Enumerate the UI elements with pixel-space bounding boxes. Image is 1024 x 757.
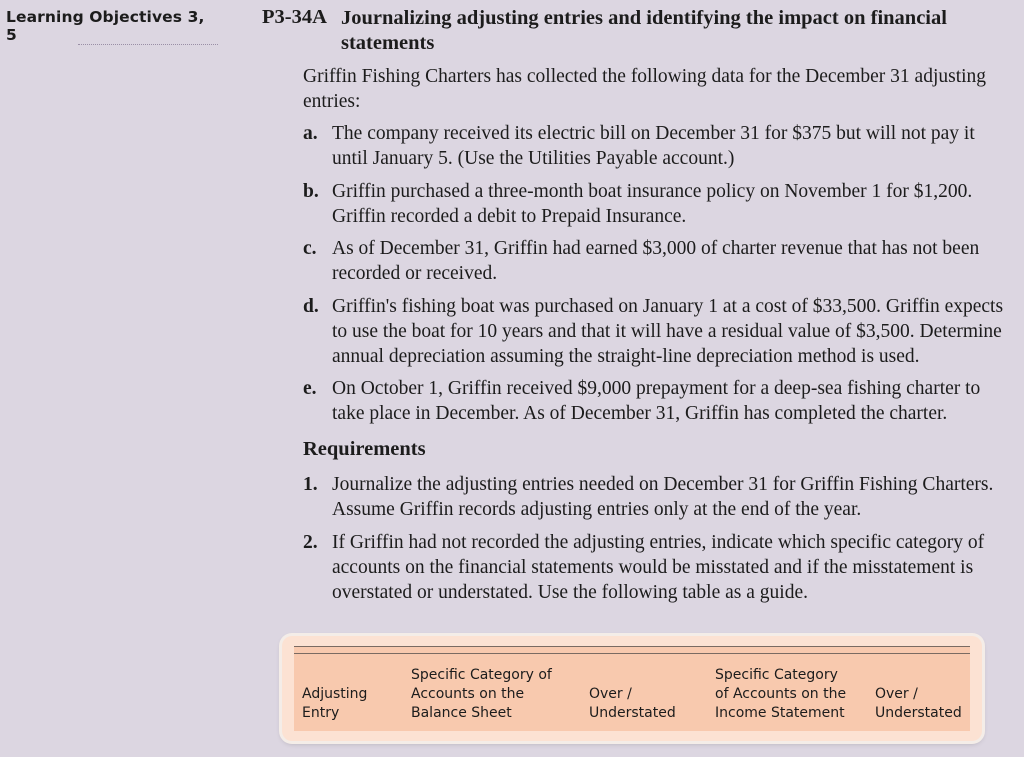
problem-title: Journalizing adjusting entries and identifying the impact on financial statements xyxy=(341,7,947,54)
header-adjusting-entry: Adjusting Entry xyxy=(302,686,368,721)
item-text: As of December 31, Griffin had earned $3,000 of charter revenue that has not been recorded or received. xyxy=(332,238,980,284)
item-label: d. xyxy=(303,296,319,317)
learning-objectives-divider xyxy=(78,44,218,45)
item-label: b. xyxy=(303,181,319,202)
adjusting-item-b xyxy=(303,179,1013,229)
guide-table xyxy=(282,636,982,741)
header-balance-sheet-over-under: Over / Understated xyxy=(589,686,676,721)
item-text: Griffin purchased a three-month boat insurance policy on November 1 for $1,200. Griffin recorded a debit to Prepaid Insurance. xyxy=(332,181,973,227)
requirement-text: Journalize the adjusting entries needed on December 31 for Griffin Fishing Charters. Assume Griffin records adjusting entries only at the end of the year. xyxy=(332,474,994,520)
header-income-statement-category: Specific Category of Accounts on the Income Statement xyxy=(715,667,847,721)
item-label: e. xyxy=(303,378,317,399)
requirements-heading: Requirements xyxy=(303,438,426,460)
adjusting-item-a xyxy=(303,121,1013,171)
item-text: The company received its electric bill on December 31 for $375 but will not pay it until January 5. (Use the Utilities Payable account.) xyxy=(332,123,975,169)
adjusting-item-e xyxy=(303,376,1013,426)
adjusting-item-c xyxy=(303,236,1013,286)
guide-table-header-row xyxy=(294,646,970,731)
item-text: On October 1, Griffin received $9,000 prepayment for a deep-sea fishing charter to take place in December. As of December 31, Griffin has completed the charter. xyxy=(332,378,981,424)
item-label: c. xyxy=(303,238,317,259)
item-text: Griffin's fishing boat was purchased on January 1 at a cost of $33,500. Griffin expects to use the boat for 10 years and that it will have a residual value of $3,500. Determine annual depreciation assuming the straight-line depreciation method is used. xyxy=(332,296,1004,367)
requirement-text: If Griffin had not recorded the adjusting entries, indicate which specific category of accounts on the financial statements would be misstated and if the misstatement is overstated or understated. Use the following table as a guide. xyxy=(332,532,985,603)
learning-objectives-label: Learning Objectives 3, 5 xyxy=(6,8,205,44)
requirement-label: 1. xyxy=(303,474,318,495)
requirement-1 xyxy=(303,472,1013,522)
item-label: a. xyxy=(303,123,318,144)
requirement-2 xyxy=(303,530,1013,605)
header-balance-sheet-category: Specific Category of Accounts on the Balance Sheet xyxy=(411,667,552,721)
requirement-label: 2. xyxy=(303,532,318,553)
adjusting-item-d xyxy=(303,294,1013,369)
problem-number: P3-34A xyxy=(262,6,327,28)
problem-intro: Griffin Fishing Charters has collected the following data for the December 31 adjusting entries: xyxy=(303,66,987,112)
header-income-statement-over-under: Over / Understated xyxy=(875,686,962,721)
